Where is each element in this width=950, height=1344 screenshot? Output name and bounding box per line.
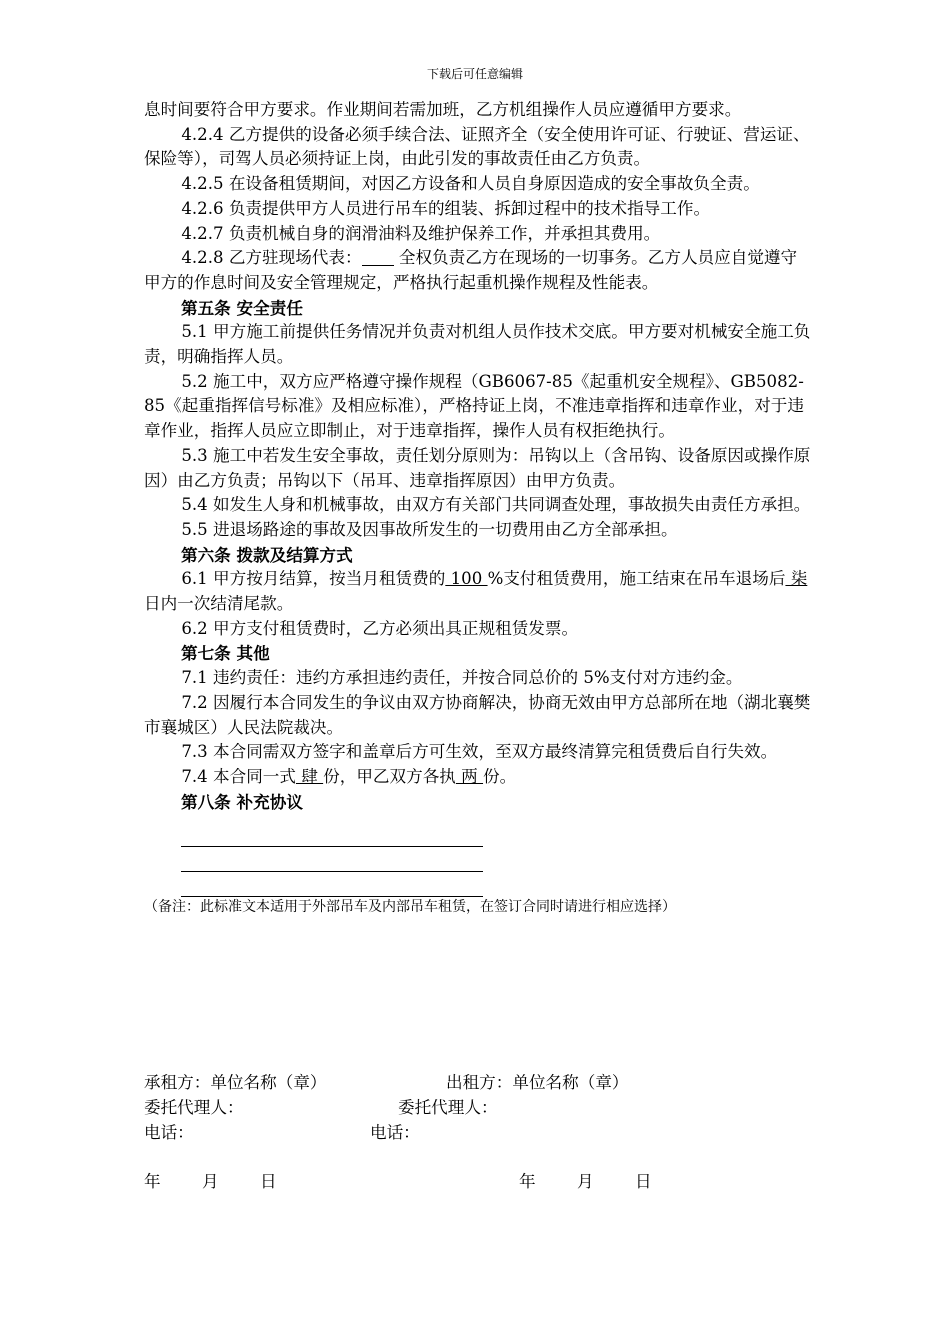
lessee-date-year: 年 [144, 1172, 161, 1191]
lessee-phone: 电话： [144, 1123, 194, 1142]
clause-4-2-8-rest: 全权负责乙方在现场的一切事务。乙方人员应自觉遵守甲方的作息时间及安全管理规定，严格执行起重机操作规程及性能表。 [144, 248, 798, 292]
clause-7-3: 7.3 本合同需双方签字和盖章后方可生效，至双方最终清算完租赁费后自行失效。 [181, 742, 778, 762]
payment-percent: 100 [445, 569, 488, 589]
lessee-unit: 承租方：单位名称（章） [144, 1073, 327, 1092]
representative-blank [362, 249, 394, 267]
clause-7-1: 7.1 违约责任：违约方承担违约责任，并按合同总价的 5%支付对方违约金。 [181, 668, 743, 688]
clause-5-5: 5.5 进退场路途的事故及因事故所发生的一切费用由乙方全部承担。 [181, 519, 678, 539]
supplementary-lines [144, 822, 812, 897]
remark-note: （备注：此标准文本适用于外部吊车及内部吊车租赁，在签订合同时请进行相应选择） [144, 899, 676, 916]
clause-4-2-6: 4.2.6 负责提供甲方人员进行吊车的组装、拆卸过程中的技术指导工作。 [181, 198, 711, 218]
heading-article-6: 第六条 拨款及结算方式 [181, 544, 353, 565]
clause-6-1-part-c: 日内一次结清尾款。 [144, 594, 294, 614]
clause-4-2-8 [144, 246, 812, 295]
contract-body [144, 98, 812, 917]
clause-4-2-8-lead: 4.2.8 乙方驻现场代表： [181, 248, 362, 268]
lessor-phone: 电话： [370, 1123, 420, 1142]
clause-5-4: 5.4 如发生人身和机械事故，由双方有关部门共同调查处理，事故损失由责任方承担。 [181, 495, 811, 515]
clause-4-2-5: 4.2.5 在设备租赁期间，对因乙方设备和人员自身原因造成的安全事故负全责。 [181, 174, 760, 194]
copies-total: 肆 [295, 766, 324, 786]
clause-6-1-part-a: 6.1 甲方按月结算，按当月租赁费的 [181, 569, 446, 589]
clause-4-2-7: 4.2.7 负责机械自身的润滑油料及维护保养工作，并承担其费用。 [181, 223, 661, 243]
clause-7-2: 7.2 因履行本合同发生的争议由双方协商解决，协商无效由甲方总部所在地（湖北襄樊市襄城区）人民法院裁决。 [144, 692, 811, 737]
heading-article-5: 第五条 安全责任 [181, 297, 303, 318]
heading-article-7: 第七条 其他 [181, 643, 270, 664]
clause-7-4-part-b: 份，甲乙双方各执 [323, 766, 456, 786]
clause-6-2: 6.2 甲方支付租赁费时，乙方必须出具正规租赁发票。 [181, 618, 579, 638]
lessee-agent: 委托代理人： [144, 1098, 244, 1117]
clause-6-1 [144, 567, 812, 616]
lessee-date-month: 月 [202, 1172, 219, 1191]
supplementary-line [181, 872, 483, 897]
supplementary-line [181, 847, 483, 872]
lessor-date-day: 日 [635, 1172, 652, 1191]
page-header: 下载后可任意编辑 [426, 67, 523, 81]
lessee-date-day: 日 [260, 1172, 277, 1191]
clause-5-3: 5.3 施工中若发生安全事故，责任划分原则为：吊钩以上（含吊钩、设备原因或操作原因）由乙方负责；吊钩以下（吊耳、违章指挥原因）由甲方负责。 [144, 445, 811, 490]
clause-7-4 [144, 765, 812, 790]
clause-7-4-part-a: 7.4 本合同一式 [181, 766, 296, 786]
clause-5-1: 5.1 甲方施工前提供任务情况并负责对机组人员作技术交底。甲方要对机械安全施工负责，明确指挥人员。 [144, 322, 811, 367]
lessor-date-month: 月 [577, 1172, 594, 1191]
settlement-days: 柒 [785, 569, 808, 589]
clause-4-2-4: 4.2.4 乙方提供的设备必须手续合法、证照齐全（安全使用许可证、行驶证、营运证、保险等），司驾人员必须持证上岗，由此引发的事故责任由乙方负责。 [144, 124, 810, 169]
copies-each: 两 [455, 766, 484, 786]
clause-7-4-part-c: 份。 [483, 766, 517, 786]
lessor-unit: 出租方：单位名称（章） [446, 1073, 629, 1092]
clause-6-1-part-b: %支付租赁费用，施工结束在吊车退场后 [487, 569, 786, 589]
supplementary-line [181, 822, 483, 847]
lessor-date-year: 年 [519, 1172, 536, 1191]
heading-article-8: 第八条 补充协议 [181, 791, 303, 812]
paragraph-continuation: 息时间要符合甲方要求。作业期间若需加班，乙方机组操作人员应遵循甲方要求。 [144, 100, 742, 119]
clause-5-2: 5.2 施工中，双方应严格遵守操作规程（GB6067-85《起重机安全规程》、GB5082-85《起重指挥信号标准》及相应标准），严格持证上岗，不准违章指挥和违章作业，对于违章作业，指挥人员应立即制止，对于违章指挥，操作人员有权拒绝执行。 [144, 371, 804, 441]
lessor-agent: 委托代理人： [398, 1098, 498, 1117]
